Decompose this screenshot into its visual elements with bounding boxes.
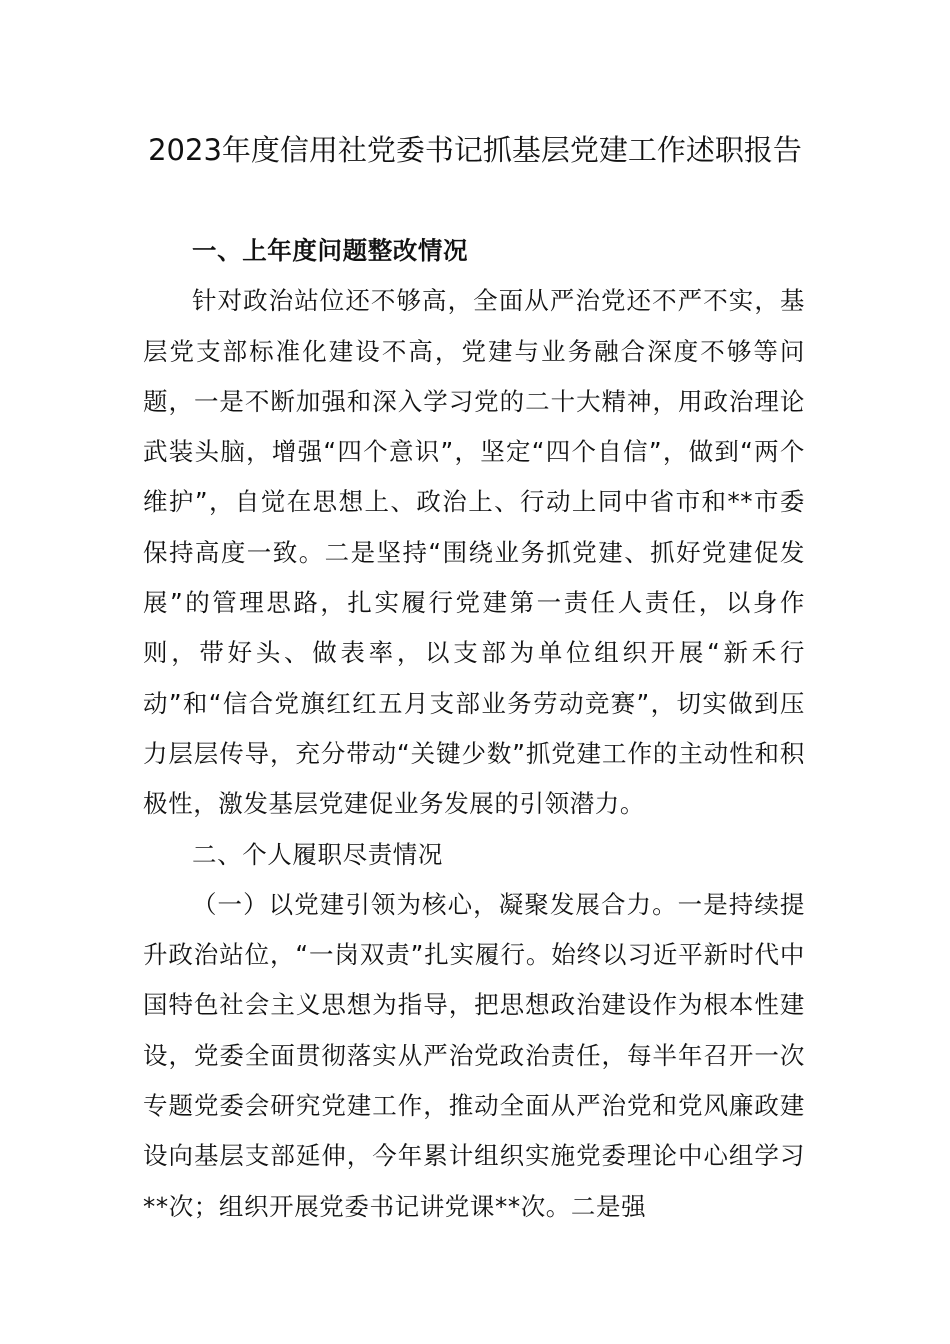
section-heading-1: 一、上年度问题整改情况	[192, 236, 469, 265]
paragraph-party-building: （一）以党建引领为核心，凝聚发展合力。一是持续提升政治站位，“一岗双责”扎实履行。始终以习近平新时代中国特色社会主义思想为指导，把思想政治建设作为根本性建设，党委全面贯彻落实从严治党政治责任，每半年召开一次专题党委会研究党建工作，推动全面从严治党和党风廉政建设向基层支部延伸，今年累计组织实施党委理论中心组学习**次；组织开展党委书记讲党课**次。二是强	[143, 889, 805, 1221]
document-body	[143, 226, 805, 1232]
page-title: 2023年度信用社党委书记抓基层党建工作述职报告	[148, 133, 802, 167]
paragraph-rectification: 针对政治站位还不够高，全面从严治党还不严不实，基层党支部标准化建设不高，党建与业务融合深度不够等问题，一是不断加强和深入学习党的二十大精神，用政治理论武装头脑，增强“四个意识”，坚定“四个自信”，做到“两个维护”，自觉在思想上、政治上、行动上同中省市和**市委保持高度一致。二是坚持“围绕业务抓党建、抓好党建促发展”的管理思路，扎实履行党建第一责任人责任，以身作则，带好头、做表率，以支部为单位组织开展“新禾行动”和“信合党旗红红五月支部业务劳动竞赛”，切实做到压力层层传导，充分带动“关键少数”抓党建工作的主动性和积极性，激发基层党建促业务发展的引领潜力。	[143, 286, 805, 819]
section-heading-2: 二、个人履职尽责情况	[192, 839, 443, 869]
